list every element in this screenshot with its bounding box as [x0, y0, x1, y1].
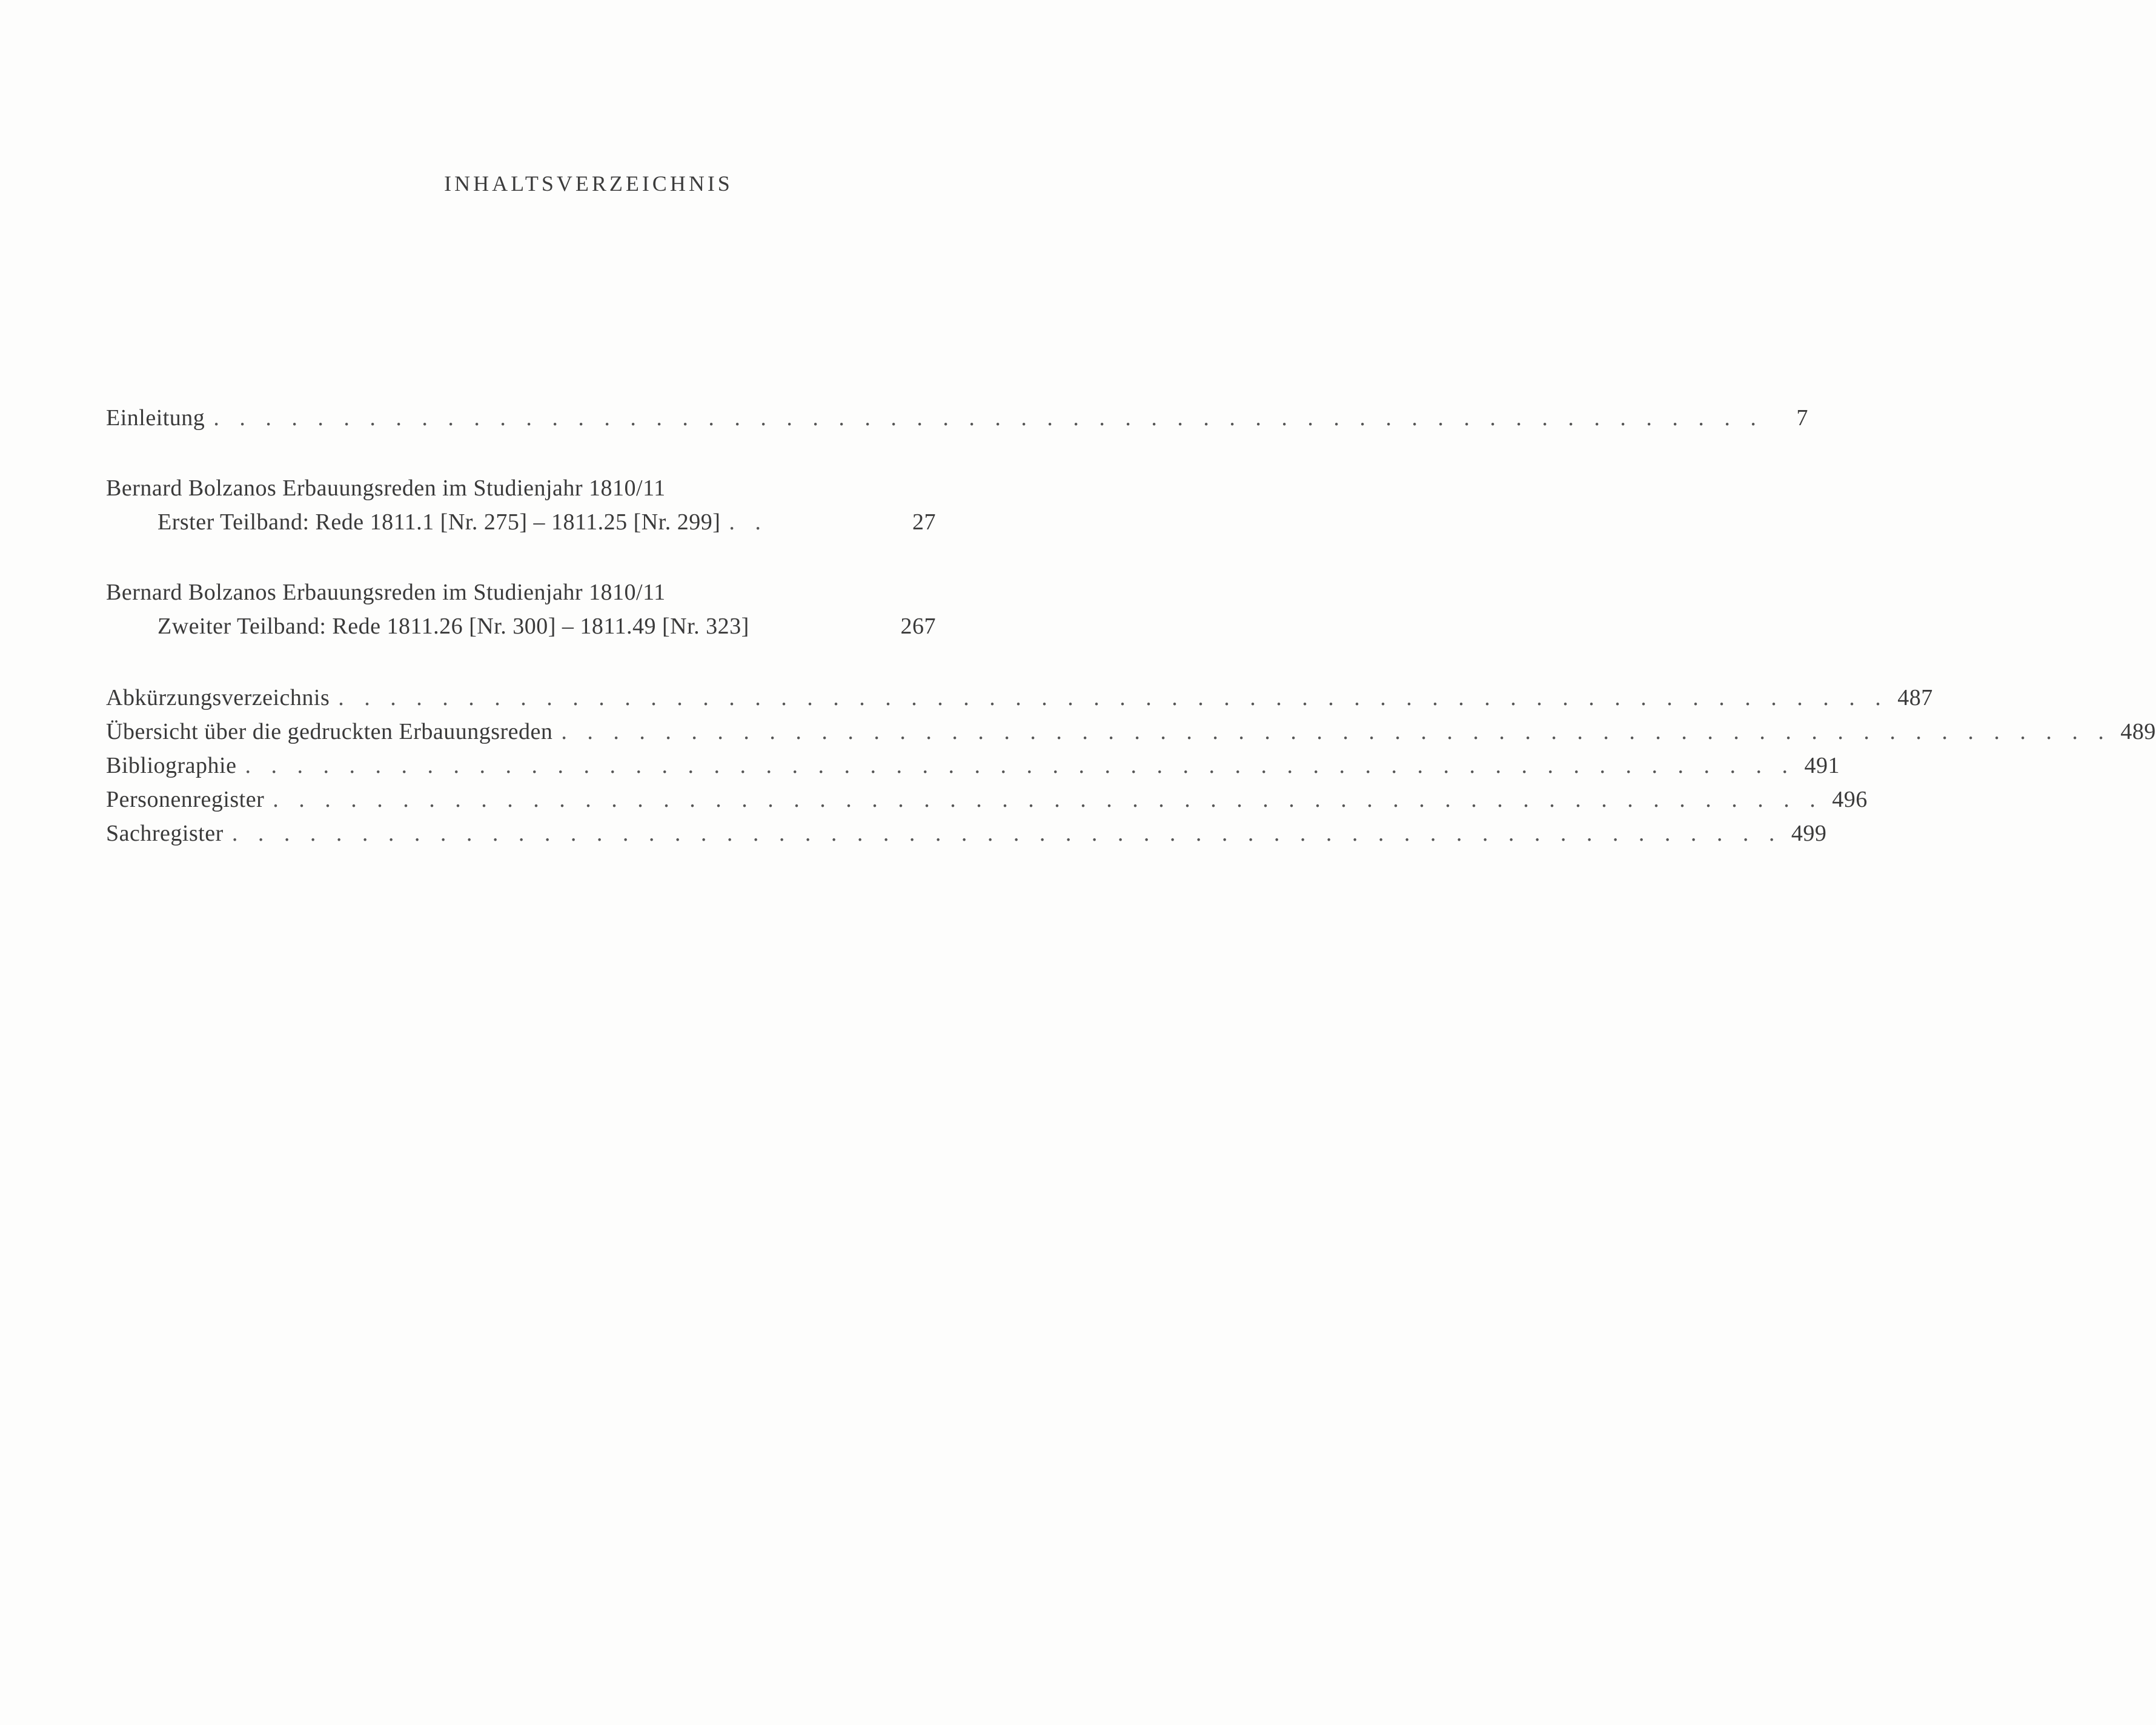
toc-entry-label: Abkürzungsverzeichnis — [106, 685, 330, 710]
toc-entry-uebersicht[interactable] — [106, 718, 2156, 749]
toc-entry-einleitung[interactable] — [106, 405, 1808, 435]
toc-entry-label: Erster Teilband: Rede 1811.1 [Nr. 275] – 1811.25 [Nr. 299] — [158, 509, 721, 535]
toc-entry-label: Bibliographie — [106, 753, 237, 778]
toc-heading-teilband-2 — [106, 579, 936, 609]
dot-leader: . . . . . . . . . . . . . . . . . . . . . . . . . . . . . . . . . . . . . . . . . . . . . . . . . . . . . . . . . . . . — [273, 787, 1823, 812]
dot-leader: . . . . . . . . . . . . . . . . . . . . . . . . . . . . . . . . . . . . . . . . . . . . . . . . . . . . . . . . . . . . — [338, 685, 1888, 710]
toc-page-number: 499 — [1791, 821, 1827, 846]
toc-entry-personenregister[interactable] — [106, 786, 1868, 816]
toc-entry-teilband-2[interactable] — [158, 613, 936, 643]
page-title: INHALTSVERZEICHNIS — [444, 171, 733, 196]
toc-heading: Bernard Bolzanos Erbauungsreden im Studienjahr 1810/11 — [106, 580, 666, 605]
toc-entry-label: Übersicht über die gedruckten Erbauungsreden — [106, 719, 553, 744]
toc-page-number: 487 — [1897, 685, 1933, 710]
toc-page-number: 489 — [2120, 719, 2156, 744]
toc-heading-teilband-1 — [106, 475, 936, 505]
toc-entry-abkuerzungsverzeichnis[interactable] — [106, 684, 1933, 715]
toc-entry-label: Sachregister — [106, 821, 224, 846]
dot-leader: . . . . . . . . . . . . . . . . . . . . . . . . . . . . . . . . . . . . . . . . . . . . . . . . . . . . . . . . . . . . — [245, 753, 1795, 778]
toc-page-number: 7 — [1796, 405, 1808, 431]
toc-entry-teilband-1[interactable] — [158, 509, 936, 539]
dot-leader: . . . . . . . . . . . . . . . . . . . . . . . . . . . . . . . . . . . . . . . . . . . . . . . . . . . . . . . . . . . . — [213, 405, 1763, 431]
toc-entry-bibliographie[interactable] — [106, 752, 1840, 783]
toc-entry-label: Einleitung — [106, 405, 205, 431]
dot-leader: . . . . . . . . . . . . . . . . . . . . . . . . . . . . . . . . . . . . . . . . . . . . . . . . . . . . . . . . . . . . — [561, 719, 2111, 744]
toc-entry-label: Zweiter Teilband: Rede 1811.26 [Nr. 300] – 1811.49 [Nr. 323] — [158, 614, 749, 639]
toc-heading: Bernard Bolzanos Erbauungsreden im Studienjahr 1810/11 — [106, 475, 666, 501]
toc-entry-sachregister[interactable] — [106, 820, 1827, 850]
dot-leader: . . — [729, 509, 768, 535]
toc-page-number: 491 — [1804, 753, 1840, 778]
toc-page-number: 27 — [912, 509, 936, 535]
toc-page-number: 267 — [900, 614, 936, 639]
toc-entry-label: Personenregister — [106, 787, 265, 812]
toc-page-number: 496 — [1832, 787, 1868, 812]
dot-leader: . . . . . . . . . . . . . . . . . . . . . . . . . . . . . . . . . . . . . . . . . . . . . . . . . . . . . . . . . . . . — [231, 821, 1782, 846]
